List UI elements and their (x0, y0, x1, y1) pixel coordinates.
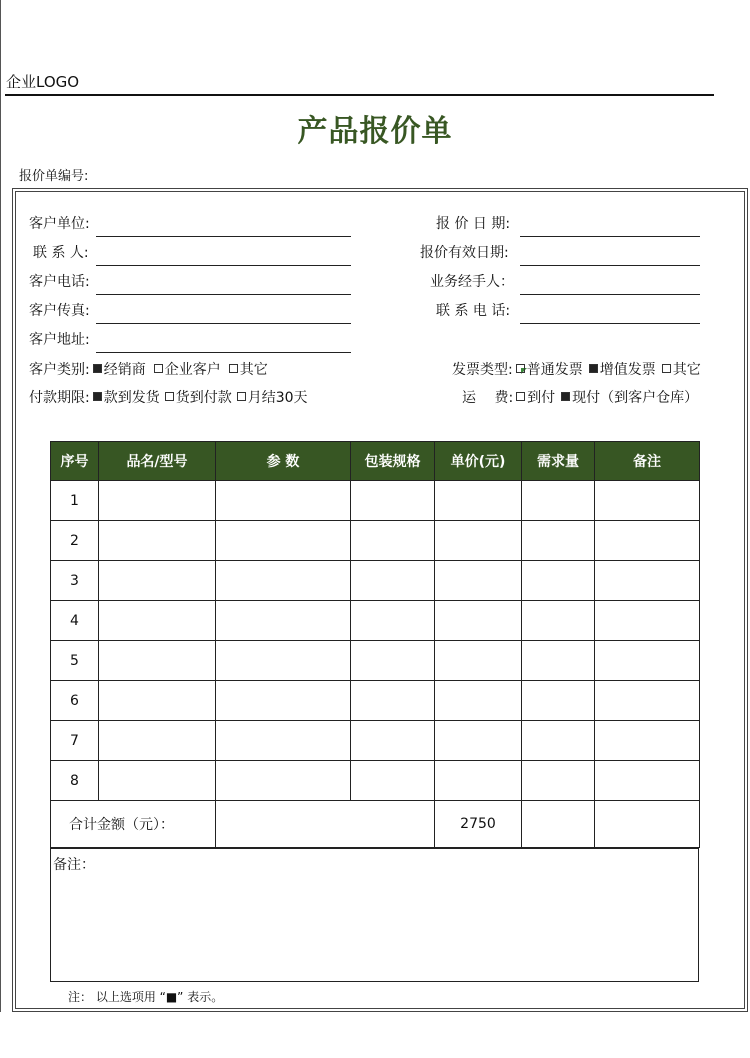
table-cell[interactable] (216, 481, 351, 521)
table-cell[interactable] (351, 601, 435, 641)
checkbox-invoice-other[interactable] (662, 364, 671, 373)
option-freight-prepaid: 现付（到客户仓库） (572, 390, 699, 406)
table-cell[interactable] (522, 521, 595, 561)
checkbox-pay-before-ship[interactable] (93, 392, 102, 401)
row-index: 3 (51, 561, 99, 601)
total-row (51, 801, 700, 848)
header-divider (5, 94, 714, 96)
checkbox-freight-collect[interactable] (516, 392, 525, 401)
table-cell[interactable] (216, 761, 351, 801)
table-row (51, 761, 700, 801)
payment-term-row (29, 387, 308, 407)
column-header-quantity: 需求量 (522, 442, 595, 481)
table-cell[interactable] (595, 601, 700, 641)
table-cell[interactable] (99, 721, 216, 761)
table-cell[interactable] (595, 761, 700, 801)
customer-unit-field[interactable] (96, 236, 351, 237)
table-cell[interactable] (435, 641, 522, 681)
table-cell[interactable] (351, 761, 435, 801)
table-cell[interactable] (435, 561, 522, 601)
company-logo-text: 企业LOGO (6, 73, 80, 91)
page-left-border (0, 0, 1, 1012)
table-row (51, 721, 700, 761)
table-cell[interactable] (351, 681, 435, 721)
checkbox-normal-invoice[interactable] (516, 364, 525, 373)
option-freight-collect: 到付 (527, 390, 556, 406)
table-header-row (51, 442, 700, 481)
table-cell[interactable] (595, 561, 700, 601)
contact-person-field[interactable] (96, 265, 351, 266)
table-cell[interactable] (435, 481, 522, 521)
row-index: 6 (51, 681, 99, 721)
invoice-type-label: 发票类型: (452, 362, 513, 378)
table-cell[interactable] (99, 681, 216, 721)
table-cell[interactable] (435, 601, 522, 641)
checkbox-dealer[interactable] (93, 364, 102, 373)
total-amount-label: 合计金额（元）： (51, 801, 216, 848)
remarks-box[interactable] (50, 848, 699, 982)
customer-address-label: 客户地址: (29, 332, 90, 348)
table-cell[interactable] (216, 521, 351, 561)
row-index: 5 (51, 641, 99, 681)
checkbox-category-other[interactable] (229, 364, 238, 373)
table-cell[interactable] (351, 561, 435, 601)
table-cell[interactable] (216, 561, 351, 601)
row-index: 4 (51, 601, 99, 641)
table-cell[interactable] (595, 721, 700, 761)
remarks-label: 备注： (53, 857, 95, 873)
table-cell[interactable] (435, 721, 522, 761)
customer-fax-field[interactable] (96, 323, 351, 324)
table-row (51, 481, 700, 521)
table-cell[interactable] (595, 481, 700, 521)
quote-date-field[interactable] (520, 236, 700, 237)
table-cell[interactable] (522, 681, 595, 721)
column-header-unit-price: 单价(元) (435, 442, 522, 481)
customer-phone-field[interactable] (96, 294, 351, 295)
table-cell[interactable] (351, 721, 435, 761)
invoice-type-row (452, 359, 701, 379)
table-cell[interactable] (99, 521, 216, 561)
page-title: 产品报价单 (297, 114, 453, 149)
option-category-other: 其它 (239, 362, 268, 378)
option-pay-before-ship: 款到发货 (103, 390, 160, 406)
option-vat-invoice: 增值发票 (599, 362, 656, 378)
checkbox-monthly[interactable] (237, 392, 246, 401)
customer-unit-label: 客户单位: (29, 216, 90, 232)
table-cell[interactable] (435, 521, 522, 561)
table-cell[interactable] (216, 601, 351, 641)
table-cell[interactable] (216, 681, 351, 721)
customer-fax-label: 客户传真: (29, 303, 90, 319)
table-row (51, 561, 700, 601)
checkbox-freight-prepaid[interactable] (561, 392, 570, 401)
quote-number-label: 报价单编号: (19, 169, 89, 184)
option-dealer: 经销商 (103, 362, 146, 378)
table-cell[interactable] (216, 801, 435, 848)
quote-date-label: 报 价 日 期: (436, 216, 511, 232)
valid-date-field[interactable] (520, 265, 700, 266)
option-monthly: 月结30天 (247, 390, 308, 406)
customer-category-row (29, 359, 268, 379)
column-header-index: 序号 (51, 442, 99, 481)
table-cell[interactable] (522, 641, 595, 681)
customer-address-field[interactable] (96, 352, 351, 353)
row-index: 8 (51, 761, 99, 801)
table-cell[interactable] (522, 481, 595, 521)
column-header-parameters: 参 数 (216, 442, 351, 481)
option-invoice-other: 其它 (672, 362, 701, 378)
contact-phone-field[interactable] (520, 323, 700, 324)
table-cell[interactable] (99, 601, 216, 641)
payment-term-label: 付款期限: (29, 390, 90, 406)
table-cell[interactable] (435, 761, 522, 801)
table-row (51, 601, 700, 641)
table-cell[interactable] (99, 561, 216, 601)
table-cell[interactable] (595, 681, 700, 721)
customer-category-label: 客户类别: (29, 362, 90, 378)
freight-label: 运 费: (462, 390, 514, 406)
table-cell[interactable] (595, 521, 700, 561)
contact-phone-label: 联 系 电 话: (436, 303, 511, 319)
table-cell[interactable] (435, 681, 522, 721)
table-cell[interactable] (99, 761, 216, 801)
table-cell[interactable] (522, 721, 595, 761)
table-cell[interactable] (522, 601, 595, 641)
table-cell[interactable] (351, 641, 435, 681)
table-row (51, 681, 700, 721)
table-cell[interactable] (351, 481, 435, 521)
table-cell[interactable] (522, 761, 595, 801)
row-index: 1 (51, 481, 99, 521)
checkbox-pay-on-delivery[interactable] (165, 392, 174, 401)
table-cell[interactable] (351, 521, 435, 561)
valid-date-label: 报价有效日期: (420, 245, 509, 261)
option-enterprise: 企业客户 (164, 362, 221, 378)
table-cell[interactable] (216, 721, 351, 761)
table-cell[interactable] (595, 801, 700, 848)
column-header-packaging: 包装规格 (351, 442, 435, 481)
table-cell[interactable] (522, 801, 595, 848)
footnote: 注： 以上选项用 “■” 表示。 (68, 990, 224, 1004)
sales-manager-field[interactable] (520, 294, 700, 295)
total-amount-value[interactable]: 2750 (435, 801, 522, 848)
customer-phone-label: 客户电话: (29, 274, 90, 290)
option-normal-invoice: 普通发票 (526, 362, 583, 378)
sales-manager-label: 业务经手人： (430, 274, 514, 290)
table-cell[interactable] (216, 641, 351, 681)
option-pay-on-delivery: 货到付款 (175, 390, 232, 406)
row-index: 2 (51, 521, 99, 561)
checkbox-enterprise[interactable] (154, 364, 163, 373)
product-items-table (50, 441, 700, 848)
table-cell[interactable] (522, 561, 595, 601)
contact-person-label: 联 系 人: (33, 245, 89, 261)
table-row (51, 641, 700, 681)
freight-row (462, 387, 698, 407)
column-header-notes: 备注 (595, 442, 700, 481)
column-header-product-model: 品名/型号 (99, 442, 216, 481)
table-cell[interactable] (99, 481, 216, 521)
table-cell[interactable] (595, 641, 700, 681)
checkbox-vat-invoice[interactable] (589, 364, 598, 373)
table-cell[interactable] (99, 641, 216, 681)
table-row (51, 521, 700, 561)
row-index: 7 (51, 721, 99, 761)
